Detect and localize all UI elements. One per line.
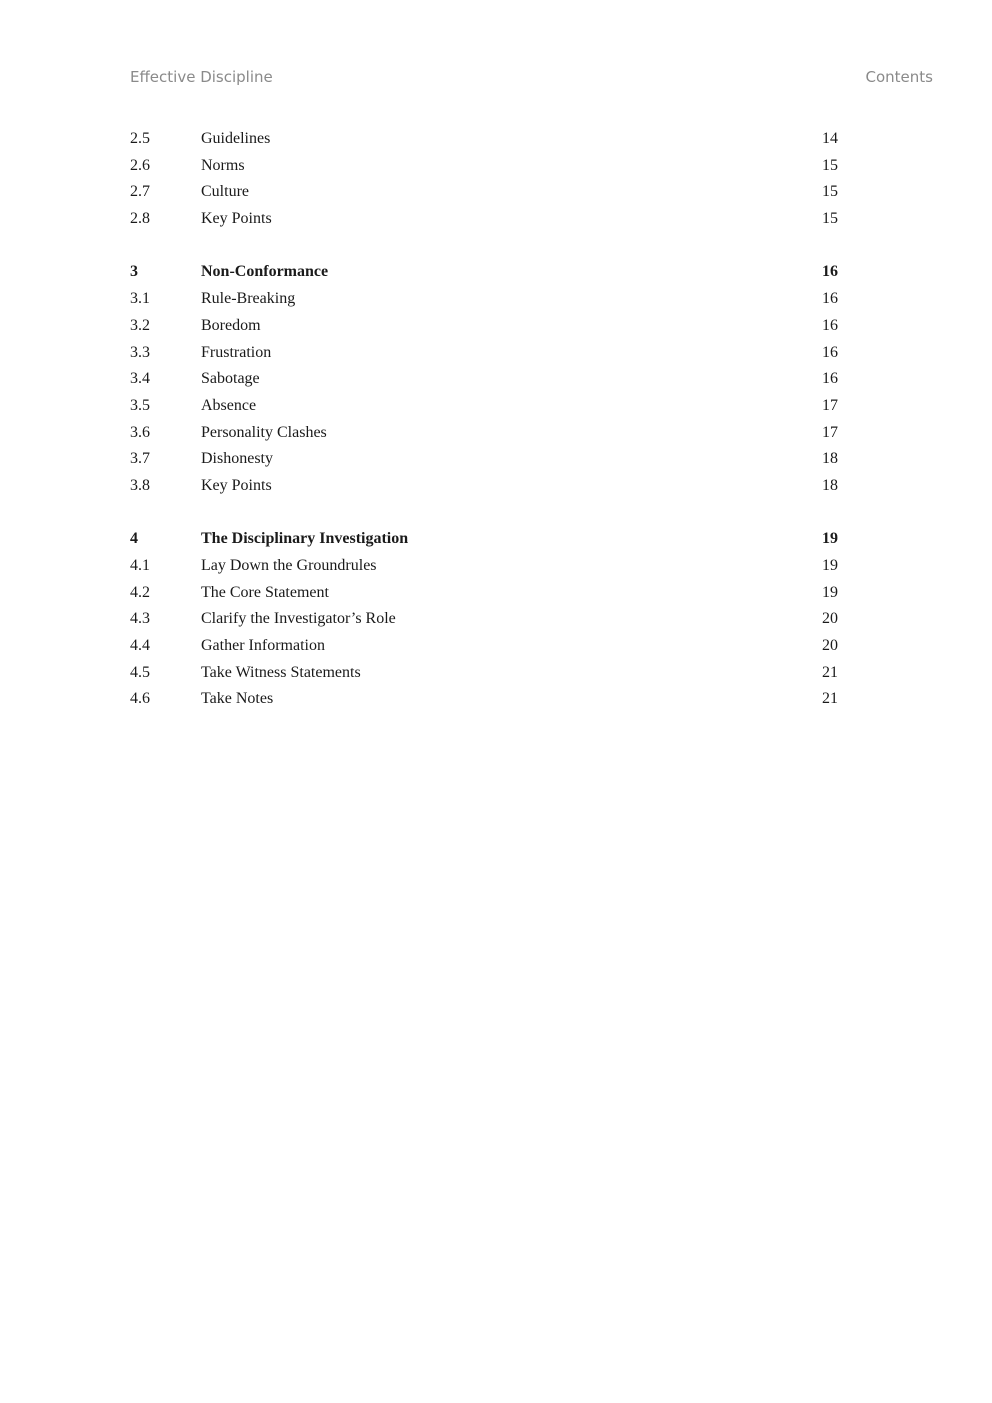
chapter-number: 3 <box>130 263 138 281</box>
entry-number: 3.7 <box>130 450 150 468</box>
entry-page: 15 <box>822 210 838 228</box>
entry-title: Culture <box>201 183 249 201</box>
table-of-contents <box>130 126 840 740</box>
toc-entry[interactable] <box>130 686 840 713</box>
entry-number: 3.8 <box>130 476 150 494</box>
entry-number: 4.3 <box>130 610 150 628</box>
entry-page: 19 <box>822 583 838 601</box>
entry-page: 16 <box>822 370 838 388</box>
entry-title: Clarify the Investigator’s Role <box>201 610 396 628</box>
book-title: Effective Discipline <box>130 68 273 86</box>
entry-title: Key Points <box>201 210 272 228</box>
toc-entry[interactable] <box>130 366 840 393</box>
toc-entry[interactable] <box>130 286 840 313</box>
toc-entry[interactable] <box>130 473 840 500</box>
entry-number: 3.1 <box>130 290 150 308</box>
entry-number: 3.4 <box>130 370 150 388</box>
section-label: Contents <box>865 68 933 86</box>
toc-entry[interactable] <box>130 153 840 180</box>
entry-title: Absence <box>201 396 257 414</box>
entry-title: Frustration <box>201 343 272 361</box>
entry-page: 16 <box>822 290 838 308</box>
entry-page: 17 <box>822 396 838 414</box>
entry-page: 21 <box>822 690 838 708</box>
entry-number: 2.7 <box>130 183 150 201</box>
chapter-title: Non-Conformance <box>201 263 329 281</box>
entry-page: 20 <box>822 637 838 655</box>
toc-entry[interactable] <box>130 340 840 367</box>
toc-entry[interactable] <box>130 420 840 447</box>
toc-group-chapter-3 <box>130 259 840 499</box>
entry-page: 15 <box>822 156 838 174</box>
toc-entry[interactable] <box>130 660 840 687</box>
entry-page: 21 <box>822 663 838 681</box>
entry-page: 16 <box>822 343 838 361</box>
entry-number: 4.5 <box>130 663 150 681</box>
entry-page: 18 <box>822 476 838 494</box>
toc-group-chapter-2 <box>130 126 840 233</box>
toc-group-chapter-4 <box>130 526 840 713</box>
entry-number: 2.5 <box>130 130 150 147</box>
entry-number: 3.6 <box>130 423 150 441</box>
toc-entry[interactable] <box>130 580 840 607</box>
entry-number: 4.2 <box>130 583 150 601</box>
toc-entry[interactable] <box>130 206 840 233</box>
entry-title: Gather Information <box>201 637 325 655</box>
toc-entry[interactable] <box>130 553 840 580</box>
entry-page: 19 <box>822 557 838 574</box>
toc-chapter-entry[interactable] <box>130 259 840 286</box>
entry-page: 17 <box>822 423 838 441</box>
entry-title: The Core Statement <box>201 583 329 601</box>
entry-title: Boredom <box>201 316 261 334</box>
toc-entry[interactable] <box>130 313 840 340</box>
toc-entry[interactable] <box>130 126 840 153</box>
entry-number: 4.4 <box>130 637 150 655</box>
chapter-page: 19 <box>822 530 838 548</box>
entry-number: 3.2 <box>130 316 150 334</box>
entry-number: 2.6 <box>130 156 150 174</box>
chapter-title: The Disciplinary Investigation <box>201 530 409 548</box>
toc-entry[interactable] <box>130 446 840 473</box>
chapter-page: 16 <box>822 263 838 281</box>
toc-chapter-entry[interactable] <box>130 526 840 553</box>
entry-page: 14 <box>822 130 838 147</box>
chapter-number: 4 <box>130 530 138 548</box>
toc-entry[interactable] <box>130 633 840 660</box>
entry-title: Key Points <box>201 476 272 494</box>
toc-entry[interactable] <box>130 179 840 206</box>
entry-number: 4.1 <box>130 557 150 574</box>
entry-number: 2.8 <box>130 210 150 228</box>
entry-title: Dishonesty <box>201 450 273 468</box>
entry-title: Take Witness Statements <box>201 663 361 681</box>
entry-title: Personality Clashes <box>201 423 327 441</box>
toc-entry[interactable] <box>130 393 840 420</box>
entry-title: Lay Down the Groundrules <box>201 557 377 574</box>
running-header <box>130 68 933 90</box>
entry-title: Guidelines <box>201 130 271 147</box>
entry-number: 4.6 <box>130 690 150 708</box>
entry-number: 3.5 <box>130 396 150 414</box>
toc-entry[interactable] <box>130 606 840 633</box>
entry-title: Take Notes <box>201 690 274 708</box>
entry-title: Sabotage <box>201 370 260 388</box>
entry-title: Rule-Breaking <box>201 290 296 308</box>
entry-page: 16 <box>822 316 838 334</box>
entry-page: 20 <box>822 610 838 628</box>
entry-page: 15 <box>822 183 838 201</box>
entry-title: Norms <box>201 156 245 174</box>
entry-number: 3.3 <box>130 343 150 361</box>
entry-page: 18 <box>822 450 838 468</box>
